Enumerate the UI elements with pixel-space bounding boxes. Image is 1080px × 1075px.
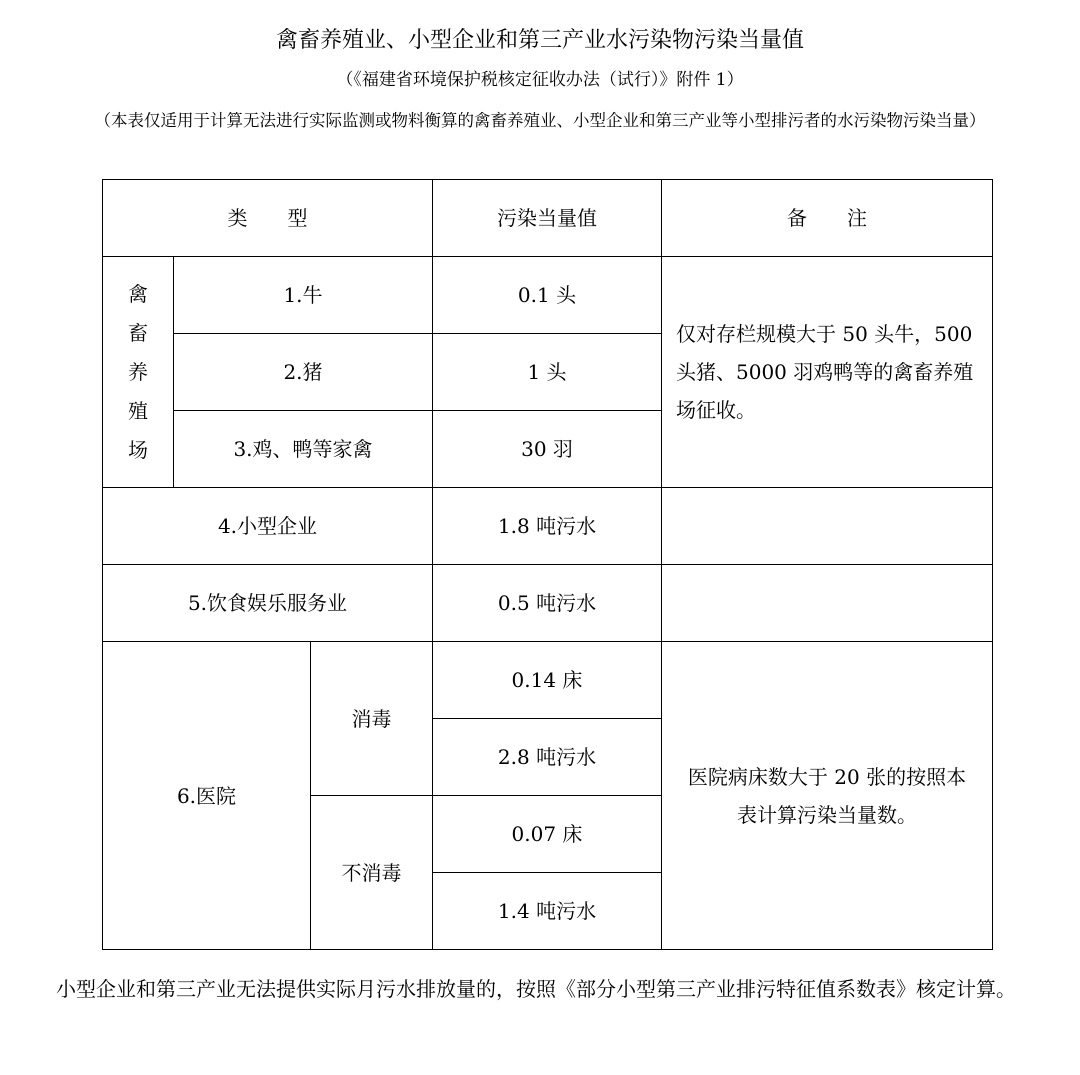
hospital-disinfect-bed-value: 0.14 床 bbox=[433, 642, 662, 719]
livestock-char: 场 bbox=[128, 437, 148, 462]
hospital-remark: 医院病床数大于 20 张的按照本表计算污染当量数。 bbox=[662, 642, 993, 950]
livestock-char: 殖 bbox=[128, 398, 148, 423]
livestock-char: 畜 bbox=[128, 320, 148, 345]
row-pig-value: 1 头 bbox=[433, 334, 662, 411]
hospital-disinfect-label: 消毒 bbox=[311, 642, 433, 796]
row-poultry-type: 3.鸡、鸭等家禽 bbox=[174, 411, 433, 488]
row-small-enterprise-value: 1.8 吨污水 bbox=[433, 488, 662, 565]
row-catering-value: 0.5 吨污水 bbox=[433, 565, 662, 642]
document-subtitle: （《福建省环境保护税核定征收办法（试行）》附件 1） bbox=[336, 70, 744, 90]
livestock-char: 养 bbox=[128, 359, 148, 384]
row-pig-type: 2.猪 bbox=[174, 334, 433, 411]
livestock-group-label bbox=[103, 257, 174, 488]
livestock-remark: 仅对存栏规模大于 50 头牛，500 头猪、5000 羽鸡鸭等的禽畜养殖场征收。 bbox=[662, 257, 993, 488]
hospital-disinfect-water-value: 2.8 吨污水 bbox=[433, 719, 662, 796]
row-hospital-type: 6.医院 bbox=[103, 642, 311, 950]
livestock-char: 禽 bbox=[128, 281, 148, 306]
row-poultry-value: 30 羽 bbox=[433, 411, 662, 488]
row-small-enterprise-type: 4.小型企业 bbox=[103, 488, 433, 565]
hospital-no-disinfect-bed-value: 0.07 床 bbox=[433, 796, 662, 873]
header-type: 类 型 bbox=[103, 180, 433, 257]
footer-paragraph: 小型企业和第三产业无法提供实际月污水排放量的，按照《部分小型第三产业排污特征值系数表》核定计算。 bbox=[56, 977, 1016, 1001]
document-title: 禽畜养殖业、小型企业和第三产业水污染物污染当量值 bbox=[275, 28, 804, 53]
row-cattle-type: 1.牛 bbox=[174, 257, 433, 334]
row-catering-type: 5.饮食娱乐服务业 bbox=[103, 565, 433, 642]
header-value: 污染当量值 bbox=[433, 180, 662, 257]
row-small-enterprise-remark bbox=[662, 488, 993, 565]
pollution-equivalent-table bbox=[102, 179, 993, 950]
hospital-no-disinfect-label: 不消毒 bbox=[311, 796, 433, 950]
row-cattle-value: 0.1 头 bbox=[433, 257, 662, 334]
applicability-note: （本表仅适用于计算无法进行实际监测或物料衡算的禽畜养殖业、小型企业和第三产业等小型排污者的水污染物污染当量） bbox=[94, 111, 986, 130]
row-catering-remark bbox=[662, 565, 993, 642]
hospital-no-disinfect-water-value: 1.4 吨污水 bbox=[433, 873, 662, 950]
header-remark: 备 注 bbox=[662, 180, 993, 257]
